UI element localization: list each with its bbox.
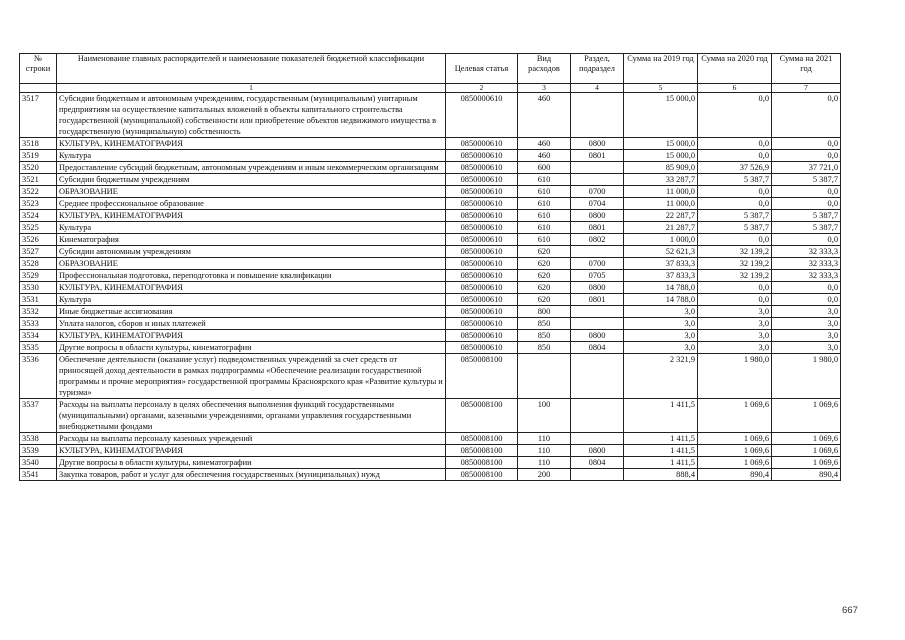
expense-type-cell: 600 [518, 162, 571, 174]
sum-2020-cell: 5 387,7 [698, 210, 772, 222]
item-name-cell: Закупка товаров, работ и услуг для обеспечения государственных (муниципальных) нужд [57, 469, 446, 481]
table-row [20, 318, 841, 330]
sum-2019-cell: 3,0 [624, 318, 698, 330]
sum-2020-cell: 0,0 [698, 282, 772, 294]
row-number-cell: 3526 [20, 234, 57, 246]
row-number-cell: 3533 [20, 318, 57, 330]
expense-type-cell: 610 [518, 222, 571, 234]
row-number-cell: 3524 [20, 210, 57, 222]
sum-2020-cell: 5 387,7 [698, 222, 772, 234]
target-article-cell: 0850000610 [446, 342, 518, 354]
item-name-cell: КУЛЬТУРА, КИНЕМАТОГРАФИЯ [57, 210, 446, 222]
row-number-cell: 3541 [20, 469, 57, 481]
budget-document [19, 53, 841, 481]
sum-2019-cell: 1 411,5 [624, 399, 698, 433]
sum-2019-cell: 11 000,0 [624, 198, 698, 210]
row-number-cell: 3537 [20, 399, 57, 433]
item-name-cell: ОБРАЗОВАНИЕ [57, 258, 446, 270]
sum-2020-cell: 0,0 [698, 150, 772, 162]
item-name-cell: Обеспечение деятельности (оказание услуг) подведомственных учреждений за счет средств от приносящей доход деятельности в рамках подпрограммы «Обеспечение реализации государственной программы и прочие мероприятия» государственной программы Красноярского края «Развитие культуры и туризма» [57, 354, 446, 399]
section-cell: 0801 [571, 294, 624, 306]
sum-2019-cell: 85 909,0 [624, 162, 698, 174]
target-article-cell: 0850008100 [446, 399, 518, 433]
section-cell: 0700 [571, 186, 624, 198]
expense-type-cell: 110 [518, 433, 571, 445]
table-row [20, 246, 841, 258]
sum-2020-cell: 32 139,2 [698, 258, 772, 270]
sum-2020-cell: 32 139,2 [698, 246, 772, 258]
sum-2021-cell: 0,0 [772, 186, 841, 198]
item-name-cell: Среднее профессиональное образование [57, 198, 446, 210]
target-article-cell: 0850000610 [446, 330, 518, 342]
sum-2020-cell: 3,0 [698, 330, 772, 342]
column-number: 1 [57, 84, 446, 93]
expense-type-cell: 620 [518, 294, 571, 306]
expense-type-cell: 610 [518, 234, 571, 246]
section-cell [571, 318, 624, 330]
table-row [20, 162, 841, 174]
table-row [20, 354, 841, 399]
item-name-cell: Субсидии бюджетным учреждениям [57, 174, 446, 186]
table-body [20, 93, 841, 481]
target-article-cell: 0850000610 [446, 93, 518, 138]
sum-2019-cell: 888,4 [624, 469, 698, 481]
expense-type-cell: 850 [518, 342, 571, 354]
target-article-cell: 0850000610 [446, 150, 518, 162]
section-cell [571, 354, 624, 399]
column-number: 6 [698, 84, 772, 93]
sum-2021-cell: 5 387,7 [772, 174, 841, 186]
item-name-cell: КУЛЬТУРА, КИНЕМАТОГРАФИЯ [57, 282, 446, 294]
expense-type-cell: 620 [518, 270, 571, 282]
target-article-cell: 0850000610 [446, 270, 518, 282]
expense-type-cell: 620 [518, 282, 571, 294]
column-number: 7 [772, 84, 841, 93]
expense-type-cell: 460 [518, 138, 571, 150]
target-article-cell: 0850000610 [446, 282, 518, 294]
section-cell: 0800 [571, 282, 624, 294]
table-row [20, 469, 841, 481]
sum-2019-cell: 22 287,7 [624, 210, 698, 222]
target-article-cell: 0850008100 [446, 354, 518, 399]
sum-2019-cell: 14 788,0 [624, 294, 698, 306]
section-cell [571, 469, 624, 481]
target-article-cell: 0850008100 [446, 469, 518, 481]
header-row-number: № строки [20, 54, 57, 84]
sum-2019-cell: 2 321,9 [624, 354, 698, 399]
item-name-cell: Культура [57, 150, 446, 162]
table-row [20, 282, 841, 294]
column-number: 2 [446, 84, 518, 93]
header-sum-2021: Сумма на 2021 год [772, 54, 841, 84]
table-row [20, 186, 841, 198]
table-row [20, 330, 841, 342]
sum-2020-cell: 37 526,9 [698, 162, 772, 174]
sum-2020-cell: 1 069,6 [698, 457, 772, 469]
sum-2021-cell: 5 387,7 [772, 222, 841, 234]
target-article-cell: 0850000610 [446, 138, 518, 150]
table-row [20, 399, 841, 433]
section-cell: 0800 [571, 330, 624, 342]
sum-2021-cell: 1 980,0 [772, 354, 841, 399]
section-cell: 0704 [571, 198, 624, 210]
expense-type-cell: 610 [518, 174, 571, 186]
target-article-cell: 0850008100 [446, 457, 518, 469]
sum-2020-cell: 1 980,0 [698, 354, 772, 399]
sum-2020-cell: 1 069,6 [698, 399, 772, 433]
table-row [20, 198, 841, 210]
sum-2021-cell: 3,0 [772, 342, 841, 354]
table-header-row [20, 54, 841, 84]
sum-2021-cell: 0,0 [772, 282, 841, 294]
row-number-cell: 3540 [20, 457, 57, 469]
row-number-cell: 3521 [20, 174, 57, 186]
target-article-cell: 0850000610 [446, 186, 518, 198]
sum-2021-cell: 37 721,0 [772, 162, 841, 174]
target-article-cell: 0850000610 [446, 198, 518, 210]
table-row [20, 306, 841, 318]
column-number: 5 [624, 84, 698, 93]
row-number-cell: 3532 [20, 306, 57, 318]
section-cell: 0800 [571, 138, 624, 150]
section-cell [571, 399, 624, 433]
item-name-cell: Культура [57, 222, 446, 234]
sum-2021-cell: 1 069,6 [772, 399, 841, 433]
row-number-cell: 3530 [20, 282, 57, 294]
sum-2019-cell: 3,0 [624, 342, 698, 354]
sum-2020-cell: 0,0 [698, 234, 772, 246]
row-number-cell: 3522 [20, 186, 57, 198]
target-article-cell: 0850000610 [446, 174, 518, 186]
target-article-cell: 0850000610 [446, 222, 518, 234]
sum-2020-cell: 3,0 [698, 306, 772, 318]
expense-type-cell: 110 [518, 445, 571, 457]
row-number-cell: 3535 [20, 342, 57, 354]
expense-type-cell: 100 [518, 399, 571, 433]
table-row [20, 433, 841, 445]
section-cell: 0802 [571, 234, 624, 246]
expense-type-cell: 610 [518, 198, 571, 210]
sum-2019-cell: 14 788,0 [624, 282, 698, 294]
item-name-cell: Уплата налогов, сборов и иных платежей [57, 318, 446, 330]
sum-2019-cell: 1 411,5 [624, 457, 698, 469]
row-number-cell: 3534 [20, 330, 57, 342]
section-cell: 0800 [571, 445, 624, 457]
table-row [20, 457, 841, 469]
target-article-cell: 0850008100 [446, 433, 518, 445]
header-name: Наименование главных распорядителей и наименование показателей бюджетной классификации [57, 54, 446, 84]
sum-2019-cell: 15 000,0 [624, 138, 698, 150]
sum-2020-cell: 5 387,7 [698, 174, 772, 186]
sum-2019-cell: 33 287,7 [624, 174, 698, 186]
table-row [20, 258, 841, 270]
sum-2020-cell: 3,0 [698, 318, 772, 330]
row-number-cell: 3531 [20, 294, 57, 306]
sum-2021-cell: 1 069,6 [772, 433, 841, 445]
sum-2019-cell: 3,0 [624, 306, 698, 318]
item-name-cell: Предоставление субсидий бюджетным, автономным учреждениям и иным некоммерческим организациям [57, 162, 446, 174]
expense-type-cell: 620 [518, 258, 571, 270]
section-cell: 0705 [571, 270, 624, 282]
target-article-cell: 0850000610 [446, 162, 518, 174]
sum-2020-cell: 3,0 [698, 342, 772, 354]
item-name-cell: Культура [57, 294, 446, 306]
sum-2021-cell: 1 069,6 [772, 445, 841, 457]
item-name-cell: Профессиональная подготовка, переподготовка и повышение квалификации [57, 270, 446, 282]
item-name-cell: Другие вопросы в области культуры, кинематографии [57, 342, 446, 354]
column-number: 3 [518, 84, 571, 93]
expense-type-cell: 850 [518, 318, 571, 330]
sum-2020-cell: 0,0 [698, 186, 772, 198]
sum-2020-cell: 0,0 [698, 93, 772, 138]
table-row [20, 294, 841, 306]
header-target-article: Целевая статья [446, 54, 518, 84]
sum-2019-cell: 37 833,3 [624, 270, 698, 282]
row-number-cell: 3519 [20, 150, 57, 162]
section-cell [571, 93, 624, 138]
sum-2021-cell: 0,0 [772, 234, 841, 246]
sum-2020-cell: 1 069,6 [698, 445, 772, 457]
section-cell: 0804 [571, 342, 624, 354]
section-cell: 0801 [571, 150, 624, 162]
table-row [20, 93, 841, 138]
row-number-cell: 3527 [20, 246, 57, 258]
item-name-cell: Субсидии бюджетным и автономным учреждениям, государственным (муниципальным) унитарным предприятиям на осуществление капитальных вложений в объекты капитального строительства государственной (муниципальной) собственности или приобретение объектов недвижимого имущества в государственную (муниципальную) собственность [57, 93, 446, 138]
row-number-cell: 3536 [20, 354, 57, 399]
page-number: 667 [842, 605, 858, 616]
sum-2020-cell: 0,0 [698, 294, 772, 306]
section-cell [571, 246, 624, 258]
section-cell: 0800 [571, 210, 624, 222]
sum-2021-cell: 0,0 [772, 138, 841, 150]
sum-2019-cell: 1 411,5 [624, 445, 698, 457]
expense-type-cell: 460 [518, 93, 571, 138]
expense-type-cell [518, 354, 571, 399]
budget-table [19, 53, 841, 481]
sum-2019-cell: 37 833,3 [624, 258, 698, 270]
sum-2019-cell: 15 000,0 [624, 150, 698, 162]
expense-type-cell: 110 [518, 457, 571, 469]
expense-type-cell: 620 [518, 246, 571, 258]
sum-2021-cell: 3,0 [772, 306, 841, 318]
sum-2021-cell: 0,0 [772, 93, 841, 138]
row-number-cell: 3529 [20, 270, 57, 282]
sum-2020-cell: 0,0 [698, 138, 772, 150]
sum-2019-cell: 11 000,0 [624, 186, 698, 198]
item-name-cell: ОБРАЗОВАНИЕ [57, 186, 446, 198]
section-cell [571, 174, 624, 186]
sum-2019-cell: 1 000,0 [624, 234, 698, 246]
sum-2019-cell: 3,0 [624, 330, 698, 342]
expense-type-cell: 610 [518, 186, 571, 198]
sum-2019-cell: 15 000,0 [624, 93, 698, 138]
column-number: 4 [571, 84, 624, 93]
target-article-cell: 0850000610 [446, 210, 518, 222]
table-row [20, 234, 841, 246]
header-section: Раздел, подраздел [571, 54, 624, 84]
sum-2021-cell: 32 333,3 [772, 246, 841, 258]
row-number-cell: 3538 [20, 433, 57, 445]
item-name-cell: Субсидии автономным учреждениям [57, 246, 446, 258]
item-name-cell: КУЛЬТУРА, КИНЕМАТОГРАФИЯ [57, 138, 446, 150]
sum-2021-cell: 5 387,7 [772, 210, 841, 222]
sum-2021-cell: 32 333,3 [772, 258, 841, 270]
sum-2021-cell: 890,4 [772, 469, 841, 481]
table-row [20, 342, 841, 354]
section-cell: 0804 [571, 457, 624, 469]
section-cell: 0700 [571, 258, 624, 270]
item-name-cell: КУЛЬТУРА, КИНЕМАТОГРАФИЯ [57, 330, 446, 342]
table-row [20, 445, 841, 457]
sum-2020-cell: 890,4 [698, 469, 772, 481]
item-name-cell: КУЛЬТУРА, КИНЕМАТОГРАФИЯ [57, 445, 446, 457]
sum-2020-cell: 32 139,2 [698, 270, 772, 282]
sum-2021-cell: 1 069,6 [772, 457, 841, 469]
header-expense-type: Вид расходов [518, 54, 571, 84]
section-cell [571, 306, 624, 318]
table-row [20, 150, 841, 162]
item-name-cell: Другие вопросы в области культуры, кинематографии [57, 457, 446, 469]
expense-type-cell: 850 [518, 330, 571, 342]
column-number-row [20, 84, 841, 93]
sum-2021-cell: 3,0 [772, 330, 841, 342]
sum-2021-cell: 32 333,3 [772, 270, 841, 282]
sum-2019-cell: 21 287,7 [624, 222, 698, 234]
row-number-cell: 3520 [20, 162, 57, 174]
sum-2021-cell: 0,0 [772, 150, 841, 162]
target-article-cell: 0850008100 [446, 445, 518, 457]
column-number [20, 84, 57, 93]
item-name-cell: Расходы на выплаты персоналу в целях обеспечения выполнения функций государственными (муниципальными) органами, казенными учреждениями, органами управления государственными внебюджетными фондами [57, 399, 446, 433]
expense-type-cell: 800 [518, 306, 571, 318]
target-article-cell: 0850000610 [446, 258, 518, 270]
section-cell [571, 433, 624, 445]
table-row [20, 138, 841, 150]
sum-2020-cell: 1 069,6 [698, 433, 772, 445]
sum-2020-cell: 0,0 [698, 198, 772, 210]
row-number-cell: 3525 [20, 222, 57, 234]
sum-2019-cell: 1 411,5 [624, 433, 698, 445]
target-article-cell: 0850000610 [446, 234, 518, 246]
table-row [20, 174, 841, 186]
sum-2019-cell: 52 621,3 [624, 246, 698, 258]
table-row [20, 270, 841, 282]
header-sum-2019: Сумма на 2019 год [624, 54, 698, 84]
expense-type-cell: 610 [518, 210, 571, 222]
item-name-cell: Расходы на выплаты персоналу казенных учреждений [57, 433, 446, 445]
table-row [20, 222, 841, 234]
sum-2021-cell: 0,0 [772, 198, 841, 210]
target-article-cell: 0850000610 [446, 318, 518, 330]
target-article-cell: 0850000610 [446, 246, 518, 258]
row-number-cell: 3528 [20, 258, 57, 270]
expense-type-cell: 200 [518, 469, 571, 481]
item-name-cell: Кинематография [57, 234, 446, 246]
section-cell: 0801 [571, 222, 624, 234]
target-article-cell: 0850000610 [446, 294, 518, 306]
section-cell [571, 162, 624, 174]
header-sum-2020: Сумма на 2020 год [698, 54, 772, 84]
row-number-cell: 3518 [20, 138, 57, 150]
table-row [20, 210, 841, 222]
item-name-cell: Иные бюджетные ассигнования [57, 306, 446, 318]
row-number-cell: 3539 [20, 445, 57, 457]
sum-2021-cell: 3,0 [772, 318, 841, 330]
expense-type-cell: 460 [518, 150, 571, 162]
target-article-cell: 0850000610 [446, 306, 518, 318]
sum-2021-cell: 0,0 [772, 294, 841, 306]
row-number-cell: 3517 [20, 93, 57, 138]
row-number-cell: 3523 [20, 198, 57, 210]
